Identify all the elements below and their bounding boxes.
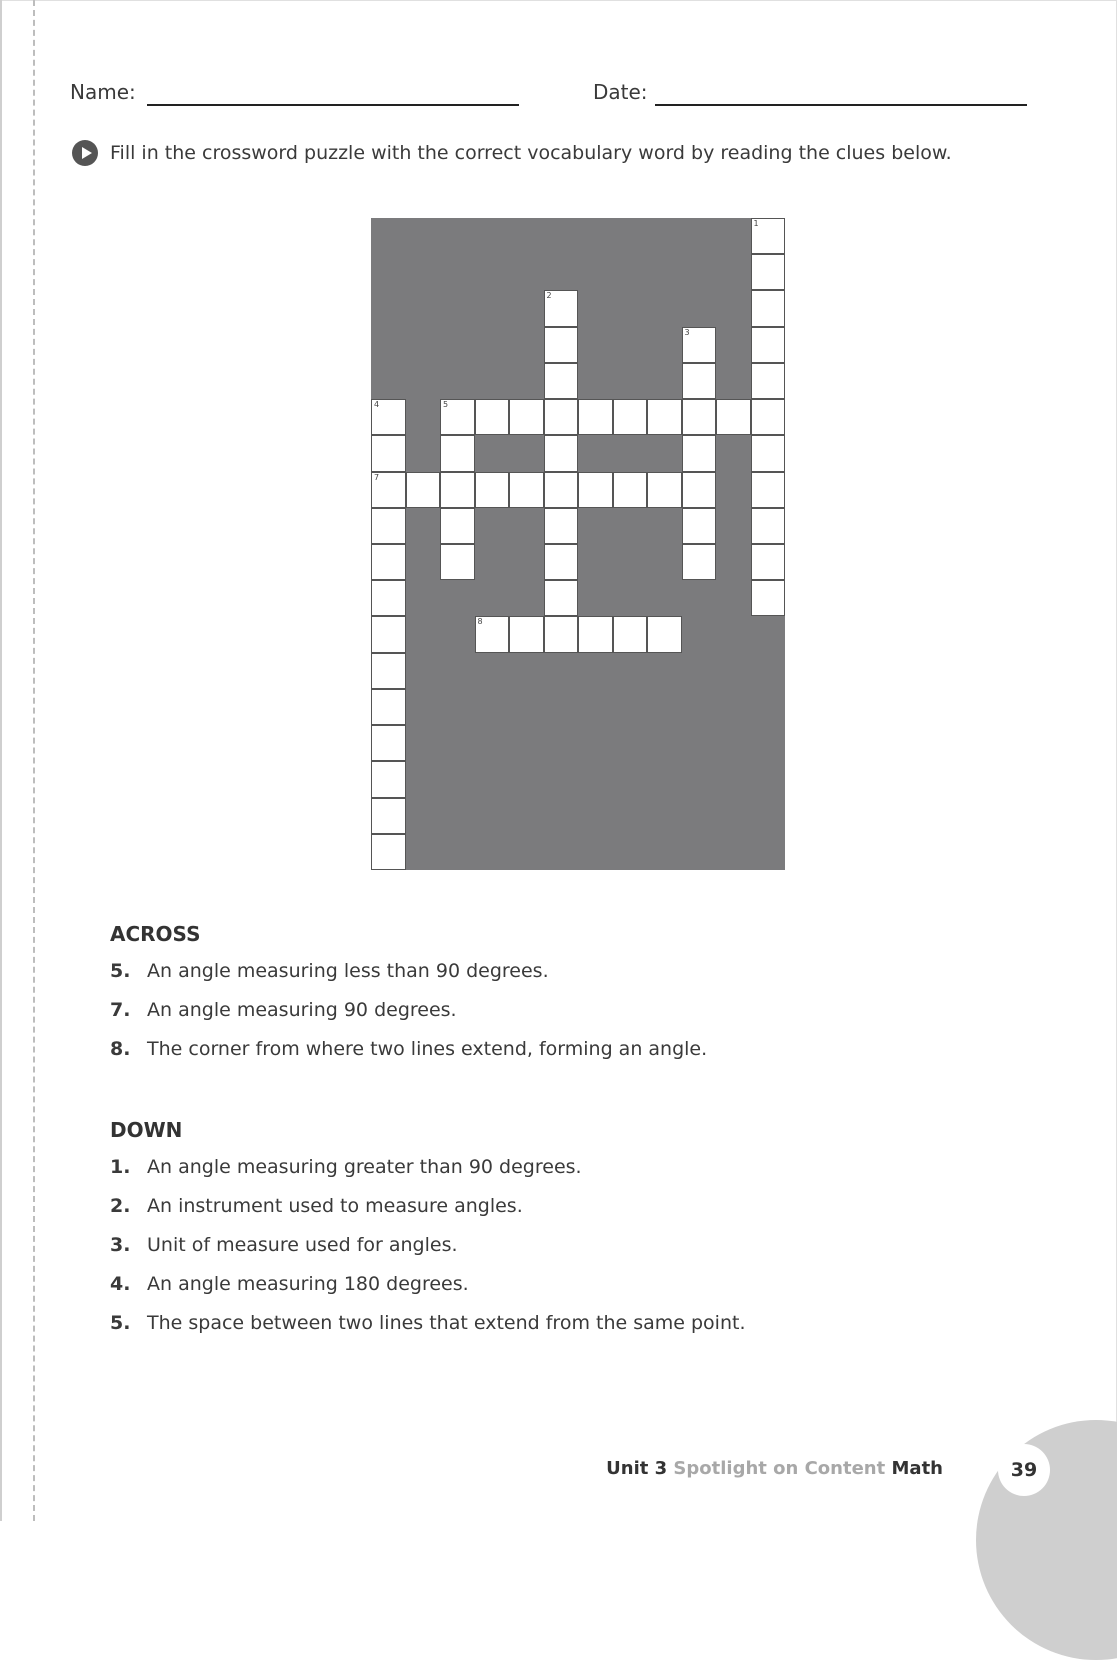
crossword-cell[interactable]: [509, 616, 544, 652]
crossword-cell[interactable]: [544, 580, 579, 616]
crossword-cell[interactable]: [371, 508, 406, 544]
clue-num: 4.: [110, 1273, 131, 1295]
crossword-cell[interactable]: [440, 544, 475, 580]
crossword-cell[interactable]: [544, 508, 579, 544]
crossword-cell[interactable]: [647, 616, 682, 652]
crossword-cell[interactable]: [751, 399, 786, 435]
crossword-cell[interactable]: [751, 544, 786, 580]
clue-num: 8.: [110, 1038, 131, 1060]
crossword-cell[interactable]: [371, 798, 406, 834]
clue-text: An angle measuring less than 90 degrees.: [147, 960, 549, 982]
clue-text: An angle measuring 180 degrees.: [147, 1273, 469, 1295]
across-clue: [110, 960, 549, 982]
crossword-cell[interactable]: [682, 508, 717, 544]
crossword-cell[interactable]: [440, 472, 475, 508]
crossword-cell[interactable]: [371, 544, 406, 580]
instruction-text: Fill in the crossword puzzle with the correct vocabulary word by reading the clues below.: [110, 142, 952, 164]
crossword-cell[interactable]: [544, 435, 579, 471]
crossword-cell[interactable]: [751, 363, 786, 399]
crossword-cell[interactable]: [578, 399, 613, 435]
page-border-left: [0, 0, 2, 1521]
clue-number: 5: [443, 400, 449, 410]
crossword-cell[interactable]: [371, 399, 406, 435]
page-border-top: [0, 0, 1117, 1]
down-clue: [110, 1273, 469, 1295]
crossword-cell[interactable]: [647, 472, 682, 508]
crossword-cell[interactable]: [682, 544, 717, 580]
crossword-cell[interactable]: [578, 472, 613, 508]
page-number: 39: [998, 1444, 1050, 1496]
crossword-cell[interactable]: [578, 616, 613, 652]
clue-num: 2.: [110, 1195, 131, 1217]
crossword-cell[interactable]: [371, 472, 406, 508]
name-label: Name:: [70, 80, 136, 104]
crossword-cell[interactable]: [440, 399, 475, 435]
clue-number: 1: [753, 219, 759, 228]
crossword-cell[interactable]: [371, 616, 406, 652]
footer-unit: Unit 3: [606, 1458, 668, 1479]
crossword-cell[interactable]: [544, 290, 579, 326]
crossword-cell[interactable]: [371, 725, 406, 761]
crossword-cell[interactable]: [751, 218, 786, 254]
down-clue: [110, 1312, 746, 1334]
across-title: ACROSS: [110, 922, 201, 946]
clue-text: An angle measuring 90 degrees.: [147, 999, 457, 1021]
date-label: Date:: [593, 80, 648, 104]
down-title: DOWN: [110, 1118, 183, 1142]
crossword-cell[interactable]: [509, 472, 544, 508]
crossword-cell[interactable]: [751, 290, 786, 326]
cut-line: [33, 0, 35, 1521]
crossword-cell[interactable]: [371, 580, 406, 616]
clue-number: 8: [477, 617, 483, 627]
down-clue: [110, 1195, 523, 1217]
crossword-cell[interactable]: [440, 435, 475, 471]
crossword-grid: [371, 218, 785, 870]
clue-number: 2: [546, 291, 552, 301]
crossword-cell[interactable]: [371, 834, 406, 870]
crossword-cell[interactable]: [371, 689, 406, 725]
footer-spotlight: Spotlight on Content: [673, 1458, 886, 1479]
crossword-cell[interactable]: [751, 435, 786, 471]
crossword-cell[interactable]: [544, 399, 579, 435]
crossword-cell[interactable]: [371, 761, 406, 797]
crossword-cell[interactable]: [544, 472, 579, 508]
crossword-cell[interactable]: [544, 544, 579, 580]
crossword-cell[interactable]: [682, 363, 717, 399]
date-field[interactable]: [655, 104, 1027, 106]
clue-num: 3.: [110, 1234, 131, 1256]
clue-text: Unit of measure used for angles.: [147, 1234, 458, 1256]
clue-number: 4: [374, 400, 380, 410]
clue-text: An angle measuring greater than 90 degrees.: [147, 1156, 582, 1178]
clue-num: 7.: [110, 999, 131, 1021]
instruction: [72, 140, 952, 166]
across-clue: [110, 999, 457, 1021]
crossword-cell[interactable]: [751, 580, 786, 616]
crossword-cell[interactable]: [682, 435, 717, 471]
footer: [606, 1458, 943, 1479]
crossword-cell[interactable]: [544, 363, 579, 399]
crossword-cell[interactable]: [509, 399, 544, 435]
crossword-cell[interactable]: [751, 254, 786, 290]
crossword-cell[interactable]: [751, 508, 786, 544]
crossword-cell[interactable]: [475, 616, 510, 652]
down-clue: [110, 1156, 582, 1178]
crossword-cell[interactable]: [440, 508, 475, 544]
crossword-cell[interactable]: [682, 327, 717, 363]
down-clue: [110, 1234, 458, 1256]
crossword-cell[interactable]: [371, 435, 406, 471]
crossword-cell[interactable]: [751, 327, 786, 363]
clue-text: An instrument used to measure angles.: [147, 1195, 523, 1217]
crossword-cell[interactable]: [475, 399, 510, 435]
crossword-cell[interactable]: [716, 399, 751, 435]
play-icon: [72, 140, 98, 166]
crossword-cell[interactable]: [544, 327, 579, 363]
clue-text: The space between two lines that extend from the same point.: [147, 1312, 746, 1334]
crossword-cell[interactable]: [406, 472, 441, 508]
crossword-cell[interactable]: [682, 399, 717, 435]
clue-num: 5.: [110, 1312, 131, 1334]
clue-text: The corner from where two lines extend, forming an angle.: [147, 1038, 708, 1060]
footer-subject: Math: [891, 1458, 943, 1479]
crossword-cell[interactable]: [682, 472, 717, 508]
crossword-cell[interactable]: [371, 653, 406, 689]
clue-num: 1.: [110, 1156, 131, 1178]
crossword-cell[interactable]: [475, 472, 510, 508]
across-clue: [110, 1038, 707, 1060]
crossword-cell[interactable]: [647, 399, 682, 435]
clue-number: 7: [374, 472, 380, 482]
header-row: [70, 80, 1030, 110]
crossword-cell[interactable]: [613, 472, 648, 508]
crossword-cell[interactable]: [613, 399, 648, 435]
name-field[interactable]: [147, 104, 519, 106]
crossword-cell[interactable]: [613, 616, 648, 652]
crossword-cell[interactable]: [544, 616, 579, 652]
clue-num: 5.: [110, 960, 131, 982]
clue-number: 3: [684, 327, 690, 337]
crossword-cell[interactable]: [751, 472, 786, 508]
